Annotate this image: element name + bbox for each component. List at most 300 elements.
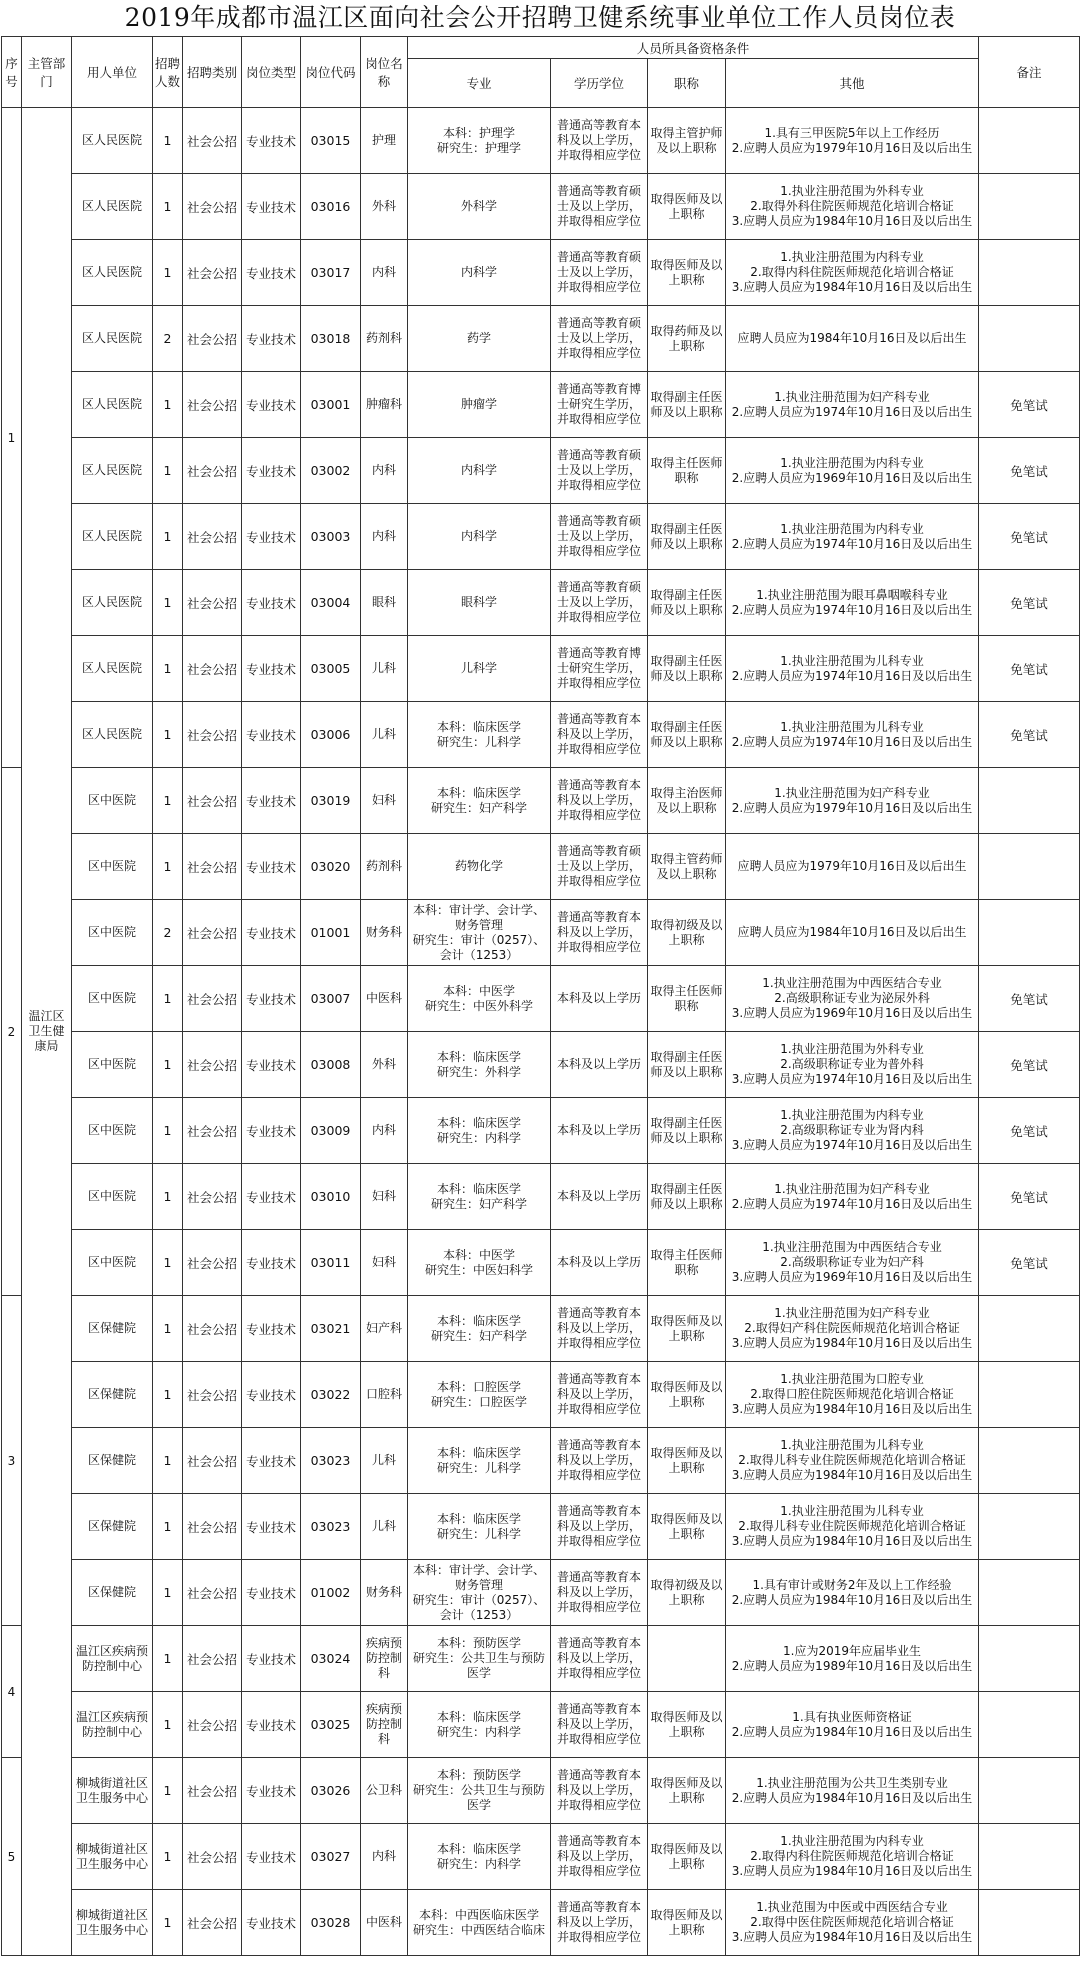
unit-cell: 柳城街道社区卫生服务中心 [72,1890,153,1956]
remark-cell [979,1560,1080,1626]
category-cell: 社会公招 [183,1890,242,1956]
unit-cell: 区人民医院 [72,372,153,438]
post-name-cell: 儿科 [361,702,408,768]
code-cell: 03026 [301,1758,361,1824]
unit-cell: 区中医院 [72,768,153,834]
remark-cell [979,1692,1080,1758]
remark-cell [979,306,1080,372]
code-cell: 03008 [301,1032,361,1098]
count-cell: 1 [153,372,183,438]
degree-cell: 普通高等教育硕士及以上学历，并取得相应学位 [551,306,648,372]
count-cell: 1 [153,1164,183,1230]
count-cell: 1 [153,1758,183,1824]
major-cell: 儿科学 [408,636,551,702]
unit-cell: 区人民医院 [72,636,153,702]
major-cell: 本科：中医学 研究生：中医外科学 [408,966,551,1032]
unit-cell: 区人民医院 [72,570,153,636]
code-cell: 03027 [301,1824,361,1890]
unit-cell: 区中医院 [72,1164,153,1230]
degree-cell: 普通高等教育本科及以上学历，并取得相应学位 [551,1758,648,1824]
degree-cell: 本科及以上学历 [551,1230,648,1296]
table-row [2,240,1080,306]
category-cell: 社会公招 [183,438,242,504]
category-cell: 社会公招 [183,768,242,834]
post-type-cell: 专业技术 [242,504,301,570]
post-type-cell: 专业技术 [242,240,301,306]
major-cell: 本科：中西医临床医学 研究生：中西医结合临床 [408,1890,551,1956]
other-cell: 1.执业注册范围为内科专业 2.取得内科住院医师规范化培训合格证 3.应聘人员应为1984年10月16日及以后出生 [726,240,979,306]
table-row [2,1230,1080,1296]
table-row [2,1032,1080,1098]
title-cell: 取得副主任医师及以上职称 [648,636,726,702]
count-cell: 1 [153,1230,183,1296]
table-row [2,768,1080,834]
title-cell [648,1626,726,1692]
unit-cell: 区保健院 [72,1494,153,1560]
post-name-cell: 内科 [361,1824,408,1890]
unit-cell: 柳城街道社区卫生服务中心 [72,1758,153,1824]
code-cell: 03009 [301,1098,361,1164]
remark-cell: 免笔试 [979,504,1080,570]
unit-cell: 区人民医院 [72,174,153,240]
post-type-cell: 专业技术 [242,1428,301,1494]
title-cell: 取得主任医师职称 [648,966,726,1032]
post-type-cell: 专业技术 [242,1626,301,1692]
other-cell: 1.执业注册范围为眼耳鼻咽喉科专业 2.应聘人员应为1974年10月16日及以后出生 [726,570,979,636]
major-cell: 肿瘤学 [408,372,551,438]
header-conditions: 人员所具备资格条件 [408,37,979,59]
remark-cell [979,900,1080,966]
title-cell: 取得主任医师职称 [648,1230,726,1296]
other-cell: 1.执业注册范围为公共卫生类别专业 2.应聘人员应为1984年10月16日及以后出生 [726,1758,979,1824]
post-name-cell: 护理 [361,108,408,174]
major-cell: 本科：临床医学 研究生：妇产科学 [408,768,551,834]
other-cell: 1.执业注册范围为妇产科专业 2.应聘人员应为1979年10月16日及以后出生 [726,768,979,834]
title-cell: 取得医师及以上职称 [648,1494,726,1560]
major-cell: 内科学 [408,240,551,306]
title-cell: 取得医师及以上职称 [648,240,726,306]
other-cell: 1.具有审计或财务2年及以上工作经验 2.应聘人员应为1984年10月16日及以后出生 [726,1560,979,1626]
title-cell: 取得副主任医师及以上职称 [648,1164,726,1230]
table-row [2,1824,1080,1890]
post-name-cell: 疾病预防控制科 [361,1692,408,1758]
post-type-cell: 专业技术 [242,1032,301,1098]
unit-cell: 区中医院 [72,1032,153,1098]
remark-cell [979,768,1080,834]
remark-cell [979,240,1080,306]
major-cell: 本科：临床医学 研究生：妇产科学 [408,1296,551,1362]
remark-cell [979,834,1080,900]
remark-cell [979,1428,1080,1494]
table-row [2,966,1080,1032]
document-title: 2019年成都市温江区面向社会公开招聘卫健系统事业单位工作人员岗位表 [124,3,956,32]
post-type-cell: 专业技术 [242,1494,301,1560]
count-cell: 1 [153,570,183,636]
major-cell: 本科：审计学、会计学、财务管理 研究生：审计（0257）、会计（1253） [408,1560,551,1626]
code-cell: 03019 [301,768,361,834]
post-type-cell: 专业技术 [242,834,301,900]
header-major: 专业 [408,59,551,108]
other-cell: 1.执业注册范围为妇产科专业 2.应聘人员应为1974年10月16日及以后出生 [726,372,979,438]
department-cell: 温江区卫生健康局 [22,108,72,1956]
table-row [2,900,1080,966]
code-cell: 03023 [301,1494,361,1560]
positions-table [1,36,1080,1956]
post-type-cell: 专业技术 [242,1692,301,1758]
unit-cell: 区中医院 [72,966,153,1032]
count-cell: 1 [153,1692,183,1758]
header-code: 岗位代码 [301,37,361,108]
post-type-cell: 专业技术 [242,1362,301,1428]
table-row [2,1560,1080,1626]
unit-cell: 区保健院 [72,1296,153,1362]
count-cell: 1 [153,1098,183,1164]
degree-cell: 普通高等教育本科及以上学历，并取得相应学位 [551,1626,648,1692]
post-type-cell: 专业技术 [242,1890,301,1956]
post-name-cell: 外科 [361,174,408,240]
post-type-cell: 专业技术 [242,174,301,240]
unit-cell: 柳城街道社区卫生服务中心 [72,1824,153,1890]
category-cell: 社会公招 [183,966,242,1032]
remark-cell [979,1296,1080,1362]
code-cell: 03015 [301,108,361,174]
other-cell: 1.执业注册范围为内科专业 2.取得内科住院医师规范化培训合格证 3.应聘人员应为1984年10月16日及以后出生 [726,1824,979,1890]
other-cell: 1.执业注册范围为外科专业 2.取得外科住院医师规范化培训合格证 3.应聘人员应为1984年10月16日及以后出生 [726,174,979,240]
post-type-cell: 专业技术 [242,108,301,174]
other-cell: 1.执业注册范围为儿科专业 2.取得儿科专业住院医师规范化培训合格证 3.应聘人员应为1984年10月16日及以后出生 [726,1494,979,1560]
other-cell: 1.执业注册范围为儿科专业 2.取得儿科专业住院医师规范化培训合格证 3.应聘人员应为1984年10月16日及以后出生 [726,1428,979,1494]
other-cell: 1.执业注册范围为内科专业 2.应聘人员应为1974年10月16日及以后出生 [726,504,979,570]
header-post-name: 岗位名称 [361,37,408,108]
title-cell: 取得医师及以上职称 [648,1692,726,1758]
header-dept: 主管部门 [22,37,72,108]
code-cell: 03016 [301,174,361,240]
category-cell: 社会公招 [183,1164,242,1230]
title-cell: 取得主任医师职称 [648,438,726,504]
count-cell: 1 [153,108,183,174]
header-category: 招聘类别 [183,37,242,108]
category-cell: 社会公招 [183,1824,242,1890]
degree-cell: 普通高等教育本科及以上学历，并取得相应学位 [551,1890,648,1956]
count-cell: 1 [153,1428,183,1494]
remark-cell: 免笔试 [979,1164,1080,1230]
remark-cell [979,1626,1080,1692]
code-cell: 03011 [301,1230,361,1296]
degree-cell: 普通高等教育硕士及以上学历，并取得相应学位 [551,240,648,306]
unit-cell: 区中医院 [72,1098,153,1164]
degree-cell: 本科及以上学历 [551,1032,648,1098]
code-cell: 03001 [301,372,361,438]
category-cell: 社会公招 [183,636,242,702]
title-cell: 取得主管护师及以上职称 [648,108,726,174]
count-cell: 1 [153,1890,183,1956]
post-type-cell: 专业技术 [242,1230,301,1296]
title-cell: 取得药师及以上职称 [648,306,726,372]
table-row [2,1758,1080,1824]
major-cell: 本科：临床医学 研究生：儿科学 [408,1494,551,1560]
seq-cell: 4 [2,1626,22,1758]
other-cell: 1.执业注册范围为内科专业 2.高级职称证专业为肾内科 3.应聘人员应为1974年10月16日及以后出生 [726,1098,979,1164]
post-type-cell: 专业技术 [242,1296,301,1362]
table-row [2,438,1080,504]
unit-cell: 温江区疾病预防控制中心 [72,1692,153,1758]
count-cell: 1 [153,1494,183,1560]
count-cell: 1 [153,1626,183,1692]
other-cell: 1.执业注册范围为儿科专业 2.应聘人员应为1974年10月16日及以后出生 [726,702,979,768]
degree-cell: 普通高等教育本科及以上学历，并取得相应学位 [551,1428,648,1494]
major-cell: 本科：临床医学 研究生：儿科学 [408,1428,551,1494]
major-cell: 本科：临床医学 研究生：内科学 [408,1692,551,1758]
header-seq: 序号 [2,37,22,108]
header-title: 职称 [648,59,726,108]
count-cell: 1 [153,1296,183,1362]
unit-cell: 区人民医院 [72,702,153,768]
post-type-cell: 专业技术 [242,372,301,438]
other-cell: 应聘人员应为1984年10月16日及以后出生 [726,306,979,372]
degree-cell: 普通高等教育本科及以上学历，并取得相应学位 [551,108,648,174]
title-cell: 取得医师及以上职称 [648,174,726,240]
code-cell: 03007 [301,966,361,1032]
title-cell: 取得副主任医师及以上职称 [648,702,726,768]
remark-cell [979,1758,1080,1824]
major-cell: 本科：审计学、会计学、财务管理 研究生：审计（0257）、会计（1253） [408,900,551,966]
post-name-cell: 外科 [361,1032,408,1098]
table-row [2,1626,1080,1692]
table-row [2,702,1080,768]
table-row [2,1428,1080,1494]
degree-cell: 普通高等教育本科及以上学历，并取得相应学位 [551,1296,648,1362]
unit-cell: 区中医院 [72,900,153,966]
code-cell: 03022 [301,1362,361,1428]
degree-cell: 普通高等教育硕士及以上学历，并取得相应学位 [551,570,648,636]
major-cell: 内科学 [408,504,551,570]
other-cell: 1.执业注册范围为妇产科专业 2.应聘人员应为1974年10月16日及以后出生 [726,1164,979,1230]
other-cell: 1.执业注册范围为妇产科专业 2.取得妇产科住院医师规范化培训合格证 3.应聘人员应为1984年10月16日及以后出生 [726,1296,979,1362]
category-cell: 社会公招 [183,1692,242,1758]
other-cell: 1.执业注册范围为中西医结合专业 2.高级职称证专业为妇产科 3.应聘人员应为1969年10月16日及以后出生 [726,1230,979,1296]
count-cell: 1 [153,438,183,504]
post-name-cell: 中医科 [361,966,408,1032]
category-cell: 社会公招 [183,1560,242,1626]
post-name-cell: 疾病预防控制科 [361,1626,408,1692]
table-row [2,1692,1080,1758]
title-cell: 取得主管药师及以上职称 [648,834,726,900]
count-cell: 1 [153,1824,183,1890]
table-body [2,108,1080,1956]
category-cell: 社会公招 [183,240,242,306]
table-row [2,504,1080,570]
post-name-cell: 口腔科 [361,1362,408,1428]
code-cell: 03005 [301,636,361,702]
post-name-cell: 内科 [361,1098,408,1164]
title-cell: 取得主治医师及以上职称 [648,768,726,834]
unit-cell: 区人民医院 [72,108,153,174]
seq-cell: 3 [2,1296,22,1626]
post-type-cell: 专业技术 [242,570,301,636]
category-cell: 社会公招 [183,1230,242,1296]
title-cell: 取得副主任医师及以上职称 [648,570,726,636]
post-type-cell: 专业技术 [242,1164,301,1230]
degree-cell: 本科及以上学历 [551,1164,648,1230]
title-cell: 取得医师及以上职称 [648,1296,726,1362]
degree-cell: 普通高等教育本科及以上学历，并取得相应学位 [551,1560,648,1626]
title-cell: 取得初级及以上职称 [648,1560,726,1626]
category-cell: 社会公招 [183,372,242,438]
post-name-cell: 中医科 [361,1890,408,1956]
major-cell: 本科：中医学 研究生：中医妇科学 [408,1230,551,1296]
post-name-cell: 内科 [361,240,408,306]
table-row [2,1362,1080,1428]
degree-cell: 普通高等教育博士研究生学历，并取得相应学位 [551,372,648,438]
post-name-cell: 儿科 [361,1428,408,1494]
category-cell: 社会公招 [183,1494,242,1560]
unit-cell: 温江区疾病预防控制中心 [72,1626,153,1692]
remark-cell [979,1494,1080,1560]
table-row [2,570,1080,636]
degree-cell: 普通高等教育硕士及以上学历，并取得相应学位 [551,834,648,900]
remark-cell: 免笔试 [979,1098,1080,1164]
code-cell: 03024 [301,1626,361,1692]
header-post-type: 岗位类型 [242,37,301,108]
title-cell: 取得副主任医师及以上职称 [648,1032,726,1098]
table-row [2,372,1080,438]
post-name-cell: 财务科 [361,1560,408,1626]
category-cell: 社会公招 [183,570,242,636]
post-type-cell: 专业技术 [242,438,301,504]
count-cell: 1 [153,1560,183,1626]
major-cell: 药学 [408,306,551,372]
major-cell: 眼科学 [408,570,551,636]
major-cell: 本科：临床医学 研究生：内科学 [408,1098,551,1164]
table-row [2,834,1080,900]
post-name-cell: 儿科 [361,636,408,702]
other-cell: 应聘人员应为1979年10月16日及以后出生 [726,834,979,900]
title-cell: 取得医师及以上职称 [648,1824,726,1890]
major-cell: 内科学 [408,438,551,504]
unit-cell: 区人民医院 [72,504,153,570]
post-type-cell: 专业技术 [242,768,301,834]
title-cell: 取得医师及以上职称 [648,1362,726,1428]
category-cell: 社会公招 [183,1626,242,1692]
degree-cell: 普通高等教育本科及以上学历，并取得相应学位 [551,1362,648,1428]
category-cell: 社会公招 [183,504,242,570]
degree-cell: 普通高等教育本科及以上学历，并取得相应学位 [551,1494,648,1560]
remark-cell: 免笔试 [979,372,1080,438]
category-cell: 社会公招 [183,900,242,966]
category-cell: 社会公招 [183,108,242,174]
title-cell: 取得医师及以上职称 [648,1428,726,1494]
post-type-cell: 专业技术 [242,636,301,702]
post-name-cell: 内科 [361,438,408,504]
category-cell: 社会公招 [183,702,242,768]
other-cell: 1.执业注册范围为儿科专业 2.应聘人员应为1974年10月16日及以后出生 [726,636,979,702]
unit-cell: 区中医院 [72,834,153,900]
unit-cell: 区中医院 [72,1230,153,1296]
major-cell: 本科：临床医学 研究生：儿科学 [408,702,551,768]
other-cell: 1.具有三甲医院5年以上工作经历 2.应聘人员应为1979年10月16日及以后出生 [726,108,979,174]
title-cell: 取得医师及以上职称 [648,1758,726,1824]
table-row [2,1494,1080,1560]
post-type-cell: 专业技术 [242,966,301,1032]
post-type-cell: 专业技术 [242,702,301,768]
seq-cell: 2 [2,768,22,1296]
code-cell: 03004 [301,570,361,636]
table-row [2,174,1080,240]
category-cell: 社会公招 [183,174,242,240]
category-cell: 社会公招 [183,1296,242,1362]
post-type-cell: 专业技术 [242,1098,301,1164]
code-cell: 03018 [301,306,361,372]
remark-cell [979,108,1080,174]
code-cell: 03021 [301,1296,361,1362]
count-cell: 1 [153,240,183,306]
unit-cell: 区人民医院 [72,438,153,504]
header-row-1 [2,37,1080,59]
degree-cell: 普通高等教育本科及以上学历，并取得相应学位 [551,702,648,768]
major-cell: 外科学 [408,174,551,240]
remark-cell: 免笔试 [979,438,1080,504]
header-count: 招聘人数 [153,37,183,108]
table-row [2,1890,1080,1956]
post-name-cell: 肿瘤科 [361,372,408,438]
code-cell: 03028 [301,1890,361,1956]
post-name-cell: 妇科 [361,1230,408,1296]
category-cell: 社会公招 [183,306,242,372]
code-cell: 03020 [301,834,361,900]
count-cell: 1 [153,834,183,900]
title-cell: 取得医师及以上职称 [648,1890,726,1956]
category-cell: 社会公招 [183,834,242,900]
category-cell: 社会公招 [183,1362,242,1428]
post-name-cell: 财务科 [361,900,408,966]
title-cell: 取得副主任医师及以上职称 [648,504,726,570]
other-cell: 1.执业注册范围为外科专业 2.高级职称证专业为普外科 3.应聘人员应为1974年10月16日及以后出生 [726,1032,979,1098]
major-cell: 本科：预防医学 研究生：公共卫生与预防医学 [408,1758,551,1824]
count-cell: 1 [153,966,183,1032]
unit-cell: 区保健院 [72,1428,153,1494]
post-name-cell: 妇产科 [361,1296,408,1362]
table-row [2,1098,1080,1164]
post-type-cell: 专业技术 [242,306,301,372]
other-cell: 1.具有执业医师资格证 2.应聘人员应为1984年10月16日及以后出生 [726,1692,979,1758]
title-cell: 取得副主任医师及以上职称 [648,1098,726,1164]
count-cell: 2 [153,900,183,966]
remark-cell [979,174,1080,240]
degree-cell: 本科及以上学历 [551,966,648,1032]
post-name-cell: 内科 [361,504,408,570]
degree-cell: 普通高等教育硕士及以上学历，并取得相应学位 [551,504,648,570]
post-name-cell: 妇科 [361,1164,408,1230]
category-cell: 社会公招 [183,1428,242,1494]
remark-cell: 免笔试 [979,1230,1080,1296]
category-cell: 社会公招 [183,1032,242,1098]
unit-cell: 区保健院 [72,1362,153,1428]
remark-cell [979,1824,1080,1890]
count-cell: 1 [153,504,183,570]
degree-cell: 普通高等教育本科及以上学历，并取得相应学位 [551,900,648,966]
degree-cell: 普通高等教育硕士及以上学历，并取得相应学位 [551,174,648,240]
code-cell: 03010 [301,1164,361,1230]
degree-cell: 普通高等教育本科及以上学历，并取得相应学位 [551,768,648,834]
code-cell: 01001 [301,900,361,966]
table-row [2,108,1080,174]
table-row [2,1164,1080,1230]
header-remark: 备注 [979,37,1080,108]
count-cell: 1 [153,768,183,834]
post-type-cell: 专业技术 [242,1560,301,1626]
major-cell: 本科：预防医学 研究生：公共卫生与预防医学 [408,1626,551,1692]
count-cell: 1 [153,636,183,702]
